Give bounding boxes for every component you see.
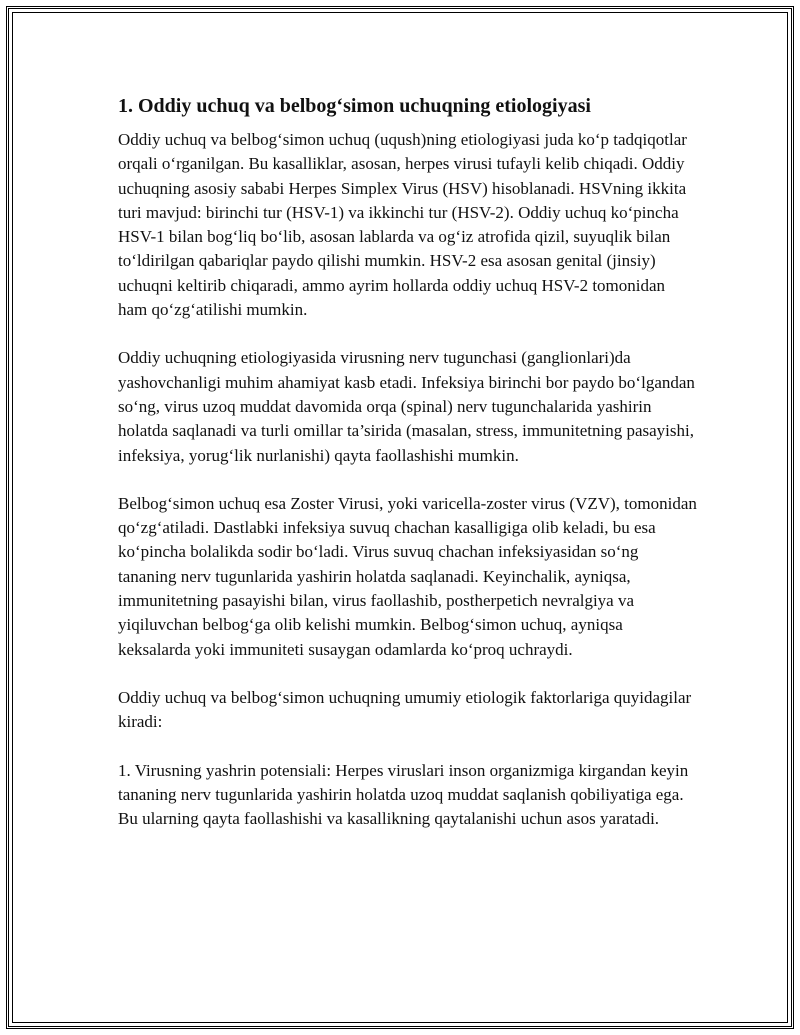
paragraph-hsv-intro: Oddiy uchuq va belbog‘simon uchuq (uqush)ning etiologiyasi juda ko‘p tadqiqotlar orqali o‘rganilgan. Bu kasalliklar, asosan, herpes virusi tufayli kelib chiqadi. Oddiy uchuqning asosiy sababi Herpes Simplex Virus (HSV) hisoblanadi. HSVning ikkita turi mavjud: birinchi tur (HSV-1) va ikkinchi tur (HSV-2). Oddiy uchuq ko‘pincha HSV-1 bilan bog‘liq bo‘lib, asosan lablarda va og‘iz atrofida qizil, suyuqlik bilan to‘ldirilgan qabariqlar paydo qilishi mumkin. HSV-2 esa asosan genital (jinsiy) uchuqni keltirib chiqaradi, ammo ayrim hollarda oddiy uchuq HSV-2 tomonidan ham qo‘zg‘atilishi mumkin.: [118, 130, 687, 320]
section-heading: 1. Oddiy uchuq va belbog‘simon uchuqning etiologiyasi: [118, 95, 591, 117]
document-body: [118, 92, 698, 855]
paragraph-list-item-1: 1. Virusning yashrin potensiali: Herpes viruslari inson organizmiga kirgandan keyin tananing nerv tugunlarida yashirin holatda uzoq muddat saqlanish qobiliyatiga ega. Bu ularning qayta faollashishi va kasallikning qaytalanishi uchun asos yaratadi.: [118, 760, 689, 829]
paragraph-vzv: Belbog‘simon uchuq esa Zoster Virusi, yoki varicella-zoster virus (VZV), tomonidan qo‘zg‘atiladi. Dastlabki infeksiya suvuq chachan kasalligiga olib keladi, bu esa ko‘pincha bolalikda sodir bo‘ladi. Virus suvuq chachan infeksiyasidan so‘ng tananing nerv tugunlarida yashirin holatda saqlanadi. Keyinchalik, ayniqsa, immunitetning pasayishi bilan, virus faollashib, postherpetich nevralgiya va yiqiluvchan belbog‘ga olib kelishi mumkin. Belbog‘simon uchuq, ayniqsa keksalarda yoki immuniteti susaygan odamlarda ko‘proq uchraydi.: [118, 493, 697, 659]
paragraph-ganglia-latency: Oddiy uchuqning etiologiyasida virusning nerv tugunchasi (ganglionlari)da yashovchanligi muhim ahamiyat kasb etadi. Infeksiya birinchi bor paydo bo‘lgandan so‘ng, virus uzoq muddat davomida orqa (spinal) nerv tugunchalarida yashirin holatda saqlanadi va turli omillar ta’sirida (masalan, stress, immunitetning pasayishi, infeksiya, yorug‘lik nurlanishi) qayta faollashishi mumkin.: [118, 348, 695, 465]
paragraph-common-factors: Oddiy uchuq va belbog‘simon uchuqning umumiy etiologik faktorlariga quyidagilar kiradi:: [118, 687, 692, 732]
